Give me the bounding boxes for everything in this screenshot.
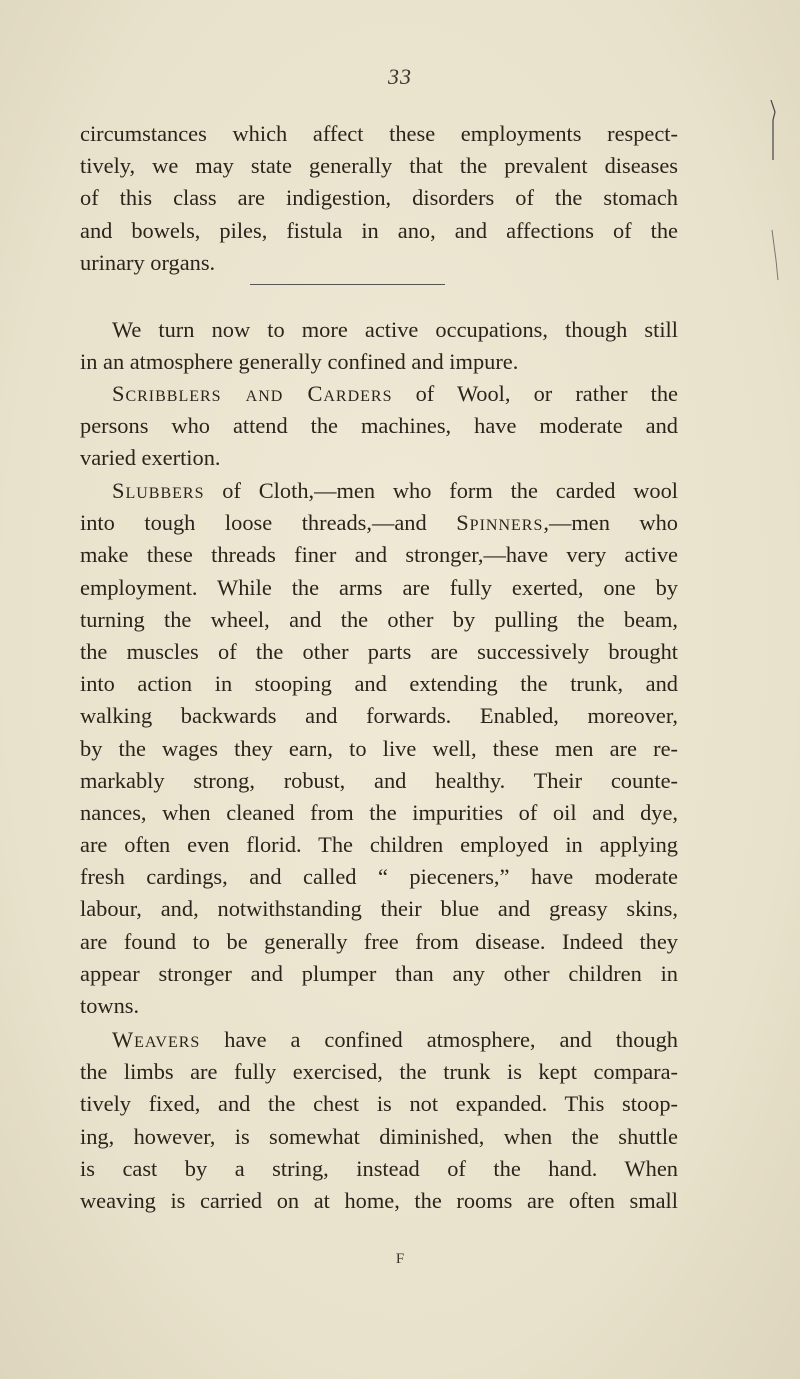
text-line: by the wages they earn, to live well, these men are re-	[80, 735, 678, 761]
signature-mark: F	[395, 1251, 405, 1267]
text-line: turning the wheel, and the other by pulling the beam,	[80, 606, 678, 632]
term-weavers: Weavers	[112, 1027, 201, 1052]
text-fragment: into tough loose threads,—and	[80, 510, 457, 536]
text-line: labour, and, notwithstanding their blue and greasy skins,	[80, 896, 678, 922]
text-line: the limbs are fully exercised, the trunk is kept compara-	[80, 1059, 678, 1085]
text-fragment: have a confined atmosphere, and though	[200, 1027, 678, 1052]
text-line: fresh cardings, and called “ pieceners,” have moderate	[80, 864, 678, 890]
term-spinners: Spinners	[456, 510, 544, 536]
text-line: are often even florid. The children employed in applying	[80, 832, 678, 858]
term-slubbers: Slubbers	[112, 478, 205, 503]
text-line: towns.	[80, 993, 140, 1018]
text-line: ing, however, is somewhat diminished, when the shuttle	[80, 1123, 678, 1149]
text-line	[80, 378, 678, 410]
text-line: the muscles of the other parts are successively brought	[80, 638, 678, 664]
text-line	[80, 1024, 678, 1056]
paragraph-continuation	[80, 118, 678, 279]
text-line: tively, we may state generally that the prevalent diseases	[80, 153, 678, 179]
text-line: weaving is carried on at home, the rooms are often small	[80, 1187, 678, 1213]
text-line: varied exertion.	[80, 445, 221, 471]
text-line: and bowels, piles, fistula in ano, and affections of the	[80, 217, 678, 243]
text-fragment: ,—men who	[543, 510, 678, 536]
text-line: urinary organs.	[80, 249, 216, 275]
text-line	[80, 475, 678, 507]
text-line: into action in stooping and extending the trunk, and	[80, 671, 678, 697]
text-line: are found to be generally free from disease. Indeed they	[80, 928, 678, 954]
text-fragment: of Cloth,—men who form the carded wool	[204, 478, 678, 503]
paragraph-scribblers	[80, 378, 678, 475]
text-line: We turn now to more active occupations, though still	[112, 317, 678, 342]
text-line: of this class are indigestion, disorders of the stomach	[80, 185, 678, 211]
paragraph-weavers	[80, 1024, 678, 1217]
text-line: walking backwards and forwards. Enabled, moreover,	[80, 703, 678, 729]
text-line: nances, when cleaned from the impurities of oil and dye,	[80, 799, 678, 825]
section-divider	[250, 284, 445, 285]
text-line: tively fixed, and the chest is not expanded. This stoop-	[80, 1091, 678, 1117]
page-number: 33	[388, 64, 412, 89]
text-line: make these threads finer and stronger,—have very active	[80, 542, 678, 568]
text-line: is cast by a string, instead of the hand. When	[80, 1155, 678, 1181]
term-scribblers-carders: Scribblers and Carders	[112, 381, 393, 406]
paragraph-intro	[80, 314, 678, 378]
text-line: in an atmosphere generally confined and impure.	[80, 349, 519, 375]
text-line: markably strong, robust, and healthy. Their counte-	[80, 767, 678, 793]
text-line: appear stronger and plumper than any other children in	[80, 960, 678, 986]
text-line: persons who attend the machines, have moderate and	[80, 413, 678, 439]
text-line	[80, 507, 678, 539]
text-fragment: of Wool, or rather the	[392, 381, 678, 406]
text-line: circumstances which affect these employments respect-	[80, 121, 678, 146]
page-edge-mark	[769, 100, 779, 280]
paragraph-slubbers	[80, 475, 678, 1022]
text-line: employment. While the arms are fully exerted, one by	[80, 574, 678, 600]
